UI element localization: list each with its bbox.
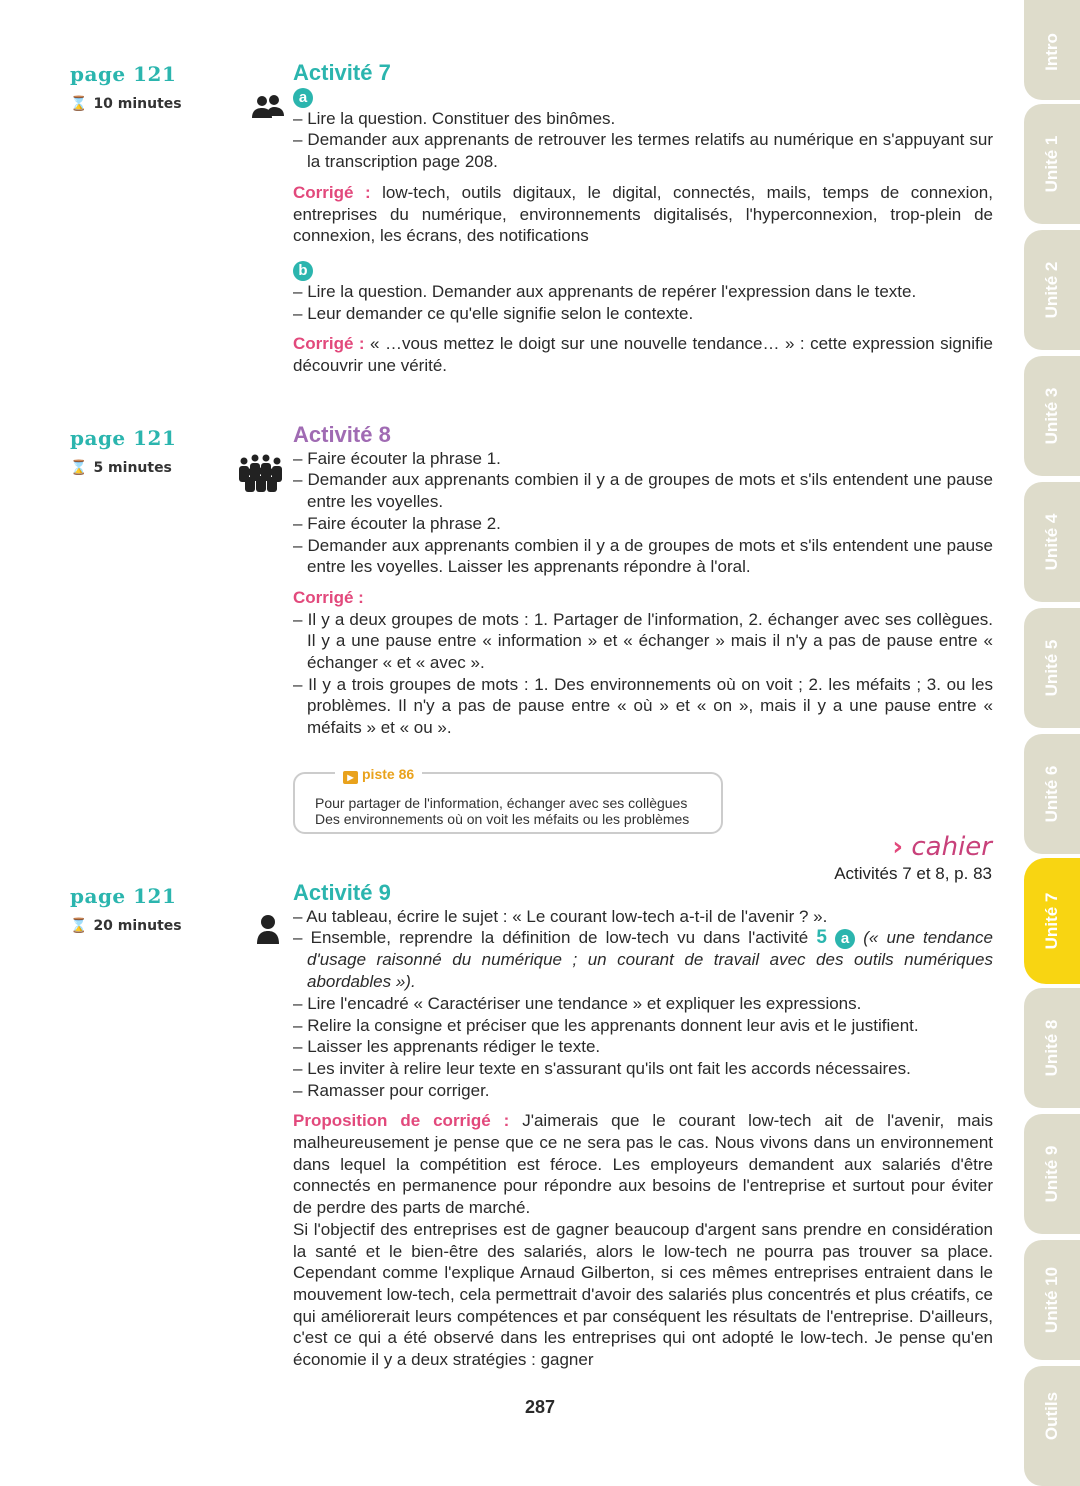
list-item: – Leur demander ce qu'elle signifie selon le contexte. <box>293 303 993 325</box>
audio-track-label[interactable]: ▶ piste 86 <box>335 766 422 784</box>
instructions <box>293 448 993 578</box>
badge-a: a <box>293 88 313 108</box>
page-ref: page 121 <box>70 426 177 450</box>
play-icon[interactable]: ▶ <box>343 771 358 784</box>
page-number: 287 <box>524 1397 556 1417</box>
list-item: – Faire écouter la phrase 2. <box>293 513 993 535</box>
correction-list <box>293 609 993 739</box>
tab-outils[interactable]: Outils <box>1024 1366 1080 1486</box>
activity-7 <box>293 62 993 377</box>
duration: ⌛ 20 minutes <box>70 918 182 934</box>
single-user-icon <box>257 914 279 949</box>
list-item: – Demander aux apprenants combien il y a de groupes de mots et s'ils entendent une pause entre les voyelles. Laisser les apprenants répondre à l'oral. <box>293 535 993 578</box>
list-item: – Ensemble, reprendre la définition de low-tech vu dans l'activité 5 a (« une tendance d'usage raisonné du numérique ; un courant de travail avec des outils numériques abordables »). <box>293 927 993 992</box>
activity-8-meta <box>70 426 176 476</box>
page-ref: page 121 <box>70 62 177 86</box>
badge-b: b <box>293 261 313 281</box>
duration: ⌛ 5 minutes <box>70 460 172 476</box>
tab-unite-4[interactable]: Unité 4 <box>1024 482 1080 602</box>
correction-paragraph: Si l'objectif des entreprises est de gagner beaucoup d'argent sans prendre en considération la santé et le bien-être des salariés, alors le low-tech ne pourra pas trouver sa place. Cependant comme l'explique Arnaud Gilberton, si ces mêmes entreprises entraient dans le mouvement low-tech, cela permettrait d'avoir des salariés plus concentrés et plus créatifs, ce qui améliorerait leurs compétences et par conséquent les résultats de l'entreprise. D'ailleurs, c'est ce qui a été observé dans les entreprises qui ont adopté le low-tech. Je pense qu'en économie il y a deux stratégies : gagner <box>293 1219 993 1370</box>
page-ref: page 121 <box>70 884 177 908</box>
list-item: – Demander aux apprenants combien il y a de groupes de mots et s'ils entendent une pause entre les voyelles. <box>293 469 993 512</box>
list-item: – Faire écouter la phrase 1. <box>293 448 993 470</box>
group-icon <box>236 452 284 497</box>
tab-unite-3[interactable]: Unité 3 <box>1024 356 1080 476</box>
activity-9-meta <box>70 884 182 934</box>
track-line: Des environnements où on voit les méfaits ou les problèmes <box>315 811 690 827</box>
list-item: – Les inviter à relire leur texte en s'assurant qu'ils ont fait les accords nécessaires. <box>293 1058 993 1080</box>
unit-tabs <box>1024 0 1080 1465</box>
duration: ⌛ 10 minutes <box>70 96 182 112</box>
list-item: – Demander aux apprenants de retrouver les termes relatifs au numérique en s'appuyant sur la transcription page 208. <box>293 129 993 172</box>
instructions-b <box>293 281 993 324</box>
track-line: Pour partager de l'information, échanger avec ses collègues <box>315 795 688 811</box>
activity-title: Activité 9 <box>293 880 391 905</box>
list-item: – Il y a trois groupes de mots : 1. Des environnements où on voit ; 2. les méfaits ; 3. ou les problèmes. Il n'y a pas de pause entre « où » et « on », mais il y a une pause entre « méfaits » et « ou ». <box>293 674 993 739</box>
correction-b: Corrigé : « …vous mettez le doigt sur une nouvelle tendance… » : cette expression signifie découvrir une vérité. <box>293 334 993 376</box>
tab-unite-1[interactable]: Unité 1 <box>1024 104 1080 224</box>
list-item: – Lire l'encadré « Caractériser une tendance » et expliquer les expressions. <box>293 993 993 1015</box>
activity-title: Activité 7 <box>293 60 391 85</box>
tab-unite-8[interactable]: Unité 8 <box>1024 988 1080 1108</box>
hourglass-icon: ⌛ <box>70 918 88 934</box>
correction-label: Corrigé : <box>293 587 364 607</box>
tab-unite-7[interactable]: Unité 7 <box>1024 858 1080 984</box>
activity-8 <box>293 424 993 739</box>
activity-9 <box>293 882 993 1371</box>
tab-unite-5[interactable]: Unité 5 <box>1024 608 1080 728</box>
list-item: – Relire la consigne et préciser que les apprenants donnent leur avis et le justifient. <box>293 1015 993 1037</box>
list-item: – Laisser les apprenants rédiger le texte. <box>293 1036 993 1058</box>
tab-unite-2[interactable]: Unité 2 <box>1024 230 1080 350</box>
tab-unite-10[interactable]: Unité 10 <box>1024 1240 1080 1360</box>
correction-a: Corrigé : low-tech, outils digitaux, le digital, connectés, mails, temps de connexion, entreprises du numérique, environnements digitalisés, l'hyperconnexion, trop-plein de connexion, les écrans, des notifications <box>293 182 993 246</box>
tab-intro[interactable]: Intro <box>1024 0 1080 100</box>
workbook-label: cahier <box>911 832 992 862</box>
correction-paragraph: Proposition de corrigé : J'aimerais que le courant low-tech ait de l'avenir, mais malheureusement je pense que ce ne sera pas le cas. Nous vivons dans un environnement dans lequel la compétition est féroce. Les employeurs demandent aux salariés d'être connectés en permanence pour répondre aux besoins de l'entreprise et surtout pour éviter de perdre des parts de marché. <box>293 1111 993 1218</box>
list-item: – Ramasser pour corriger. <box>293 1080 993 1102</box>
list-item: – Lire la question. Constituer des binômes. <box>293 108 993 130</box>
list-item: – Il y a deux groupes de mots : 1. Partager de l'information, 2. échanger avec ses collègues. Il y a une pause entre « information » et « échanger » mais il n'y a pas de pause entre « échanger « et « avec ». <box>293 609 993 674</box>
list-item: – Au tableau, écrire le sujet : « Le courant low-tech a-t-il de l'avenir ? ». <box>293 906 993 928</box>
activity-title: Activité 8 <box>293 422 391 447</box>
audio-track-box <box>293 766 723 834</box>
hourglass-icon: ⌛ <box>70 460 88 476</box>
chevron-right-icon: › <box>892 832 904 862</box>
instructions-a <box>293 108 993 173</box>
list-item: – Lire la question. Demander aux apprenants de repérer l'expression dans le texte. <box>293 281 993 303</box>
hourglass-icon: ⌛ <box>70 96 88 112</box>
tab-unite-9[interactable]: Unité 9 <box>1024 1114 1080 1234</box>
tab-unite-6[interactable]: Unité 6 <box>1024 734 1080 854</box>
instructions <box>293 906 993 1102</box>
workbook-ref <box>834 832 992 884</box>
workbook-pages: Activités 7 et 8, p. 83 <box>834 864 992 883</box>
pair-users-icon <box>252 94 284 125</box>
activity-7-meta <box>70 62 182 112</box>
